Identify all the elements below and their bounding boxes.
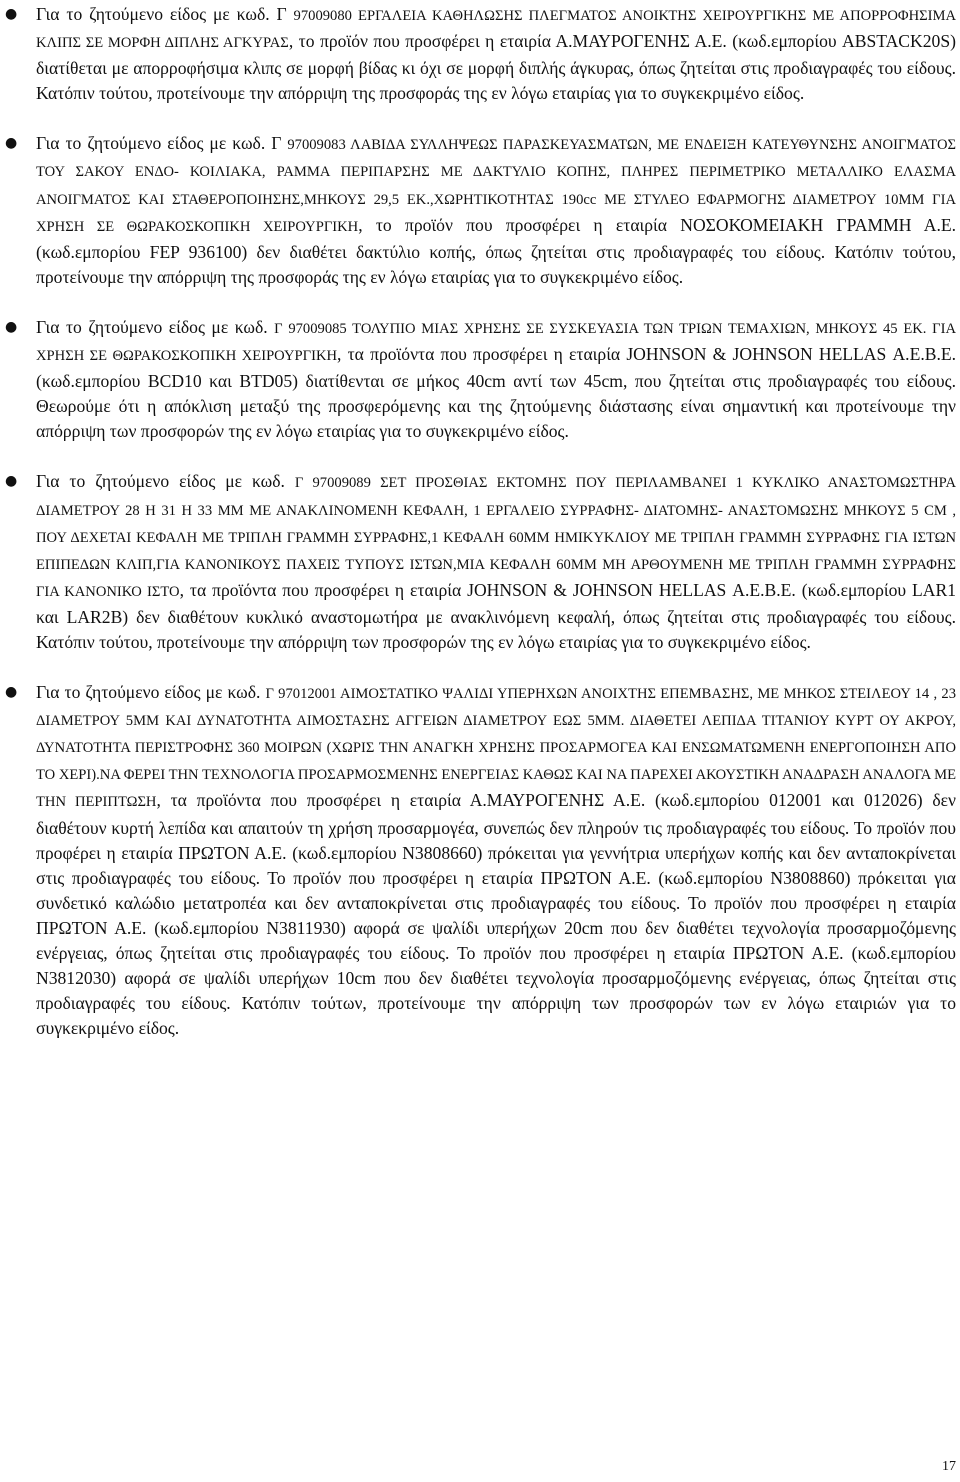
page-number: 17 xyxy=(942,1459,956,1474)
bullet-icon: ● xyxy=(5,473,18,490)
item-code-text: 97009080 ΕΡΓΑΛΕΙΑ ΚΑΘΗΛΩΣΗΣ ΠΛΕΓΜΑΤΟΣ ΑΝΟΙΚΤΗΣ ΧΕΙΡΟΥΡΓΙΚΗΣ ΜΕ ΑΠΟΡΡΟΦΗΣΙΜΑ ΚΛΙΠΣ ΣΕ ΜΟΡΦΗ ΔΙΠΛΗΣ ΑΓΚΥΡΑΣ xyxy=(36,8,956,52)
item-intro: Για το ζητούμενο είδος με κωδ. xyxy=(36,682,266,703)
item-code-text: Γ 97012001 ΑΙΜΟΣΤΑΤΙΚΟ ΨΑΛΙΔΙ ΥΠΕΡΗΧΩΝ ΑΝΟΙΧΤΗΣ ΕΠΕΜΒΑΣΗΣ, ΜΕ ΜΗΚΟΣ ΣΤΕΙΛΕΟΥ 14 , 23 ΔΙΑΜΕΤΡΟΥ 5ΜΜ ΚΑΙ ΔΥΝΑΤΟΤΗΤΑ ΑΙΜΟΣΤΑΣΗΣ ΑΓΓΕΙΩΝ ΔΙΑΜΕΤΡΟΥ ΕΩΣ 5ΜΜ. ΔΙΑΘΕΤΕΙ ΛΕΠΙΔΑ ΤΙΤΑΝΙΟΥ ΚΥΡΤ ΟΥ ΑΚΡΟΥ, ΔΥΝΑΤΟΤΗΤΑ ΠΕΡΙΣΤΡΟΦΗΣ 360 ΜΟΙΡΩΝ (ΧΩΡΙΣ ΤΗΝ ΑΝΑΓΚΗ ΧΡΗΣΗΣ ΠΡΟΣΑΡΜΟΓΕΑ ΚΑΙ ΕΝΣΩΜΑΤΩΜΕΝΗ ΕΝΕΡΓΟΠΟΙΗΣΗ ΑΠΟ ΤΟ ΧΕΡΙ).ΝΑ ΦΕΡΕΙ ΤΗΝ ΤΕΧΝΟΛΟΓΙΑ ΠΡΟΣΑΡΜΟΣΜΕΝΗΣ ΕΝΕΡΓΕΙΑΣ ΚΑΘΩΣ ΚΑΙ ΝΑ ΠΑΡΕΧΕΙ ΑΚΟΥΣΤΙΚΗ ΑΝΑΔΡΑΣΗ ΑΝΑΛΟΓΑ ΜΕ ΤΗΝ ΠΕΡΙΠΤΩΣΗ xyxy=(36,686,957,811)
item-body: , τα προϊόντα που προσφέρει η εταιρία JOHNSON & JOHNSON HELLAS Α.Ε.Β.Ε. (κωδ.εμπορίου BCD10 και BTD05) διατίθενται σε μήκος 40cm αντί των 45cm, που ζητείται στις προδιαγραφές του είδους. Θεωρούμε ότι η απόκλιση μεταξύ της προσφερόμενης και της ζητούμενης διάστασης είναι σημαντική και προτείνουμε την απόρριψη των προσφορών της εν λόγω εταιρίας για το συγκεκριμένο είδος. xyxy=(36,344,957,442)
item-code-text: Γ 97009085 ΤΟΛΥΠΙΟ ΜΙΑΣ ΧΡΗΣΗΣ ΣΕ ΣΥΣΚΕΥΑΣΙΑ ΤΩΝ ΤΡΙΩΝ ΤΕΜΑΧΙΩΝ, ΜΗΚΟΥΣ 45 ΕΚ. ΓΙΑ ΧΡΗΣΗ ΣΕ ΘΩΡΑΚΟΣΚΟΠΙΚΗ ΧΕΙΡΟΥΡΓΙΚΗ xyxy=(36,320,956,365)
list-item xyxy=(0,315,960,444)
item-body: , τα προϊόντα που προσφέρει η εταιρία Α.ΜΑΥΡΟΓΕΝΗΣ Α.Ε. (κωδ.εμπορίου 012001 και 012026) δεν διαθέτουν κυρτή λεπίδα και απαιτούν τη χρήση προσαρμογέα, συνεπώς δεν πληρούν τις προδιαγραφές του είδους. Το προϊόν που προφέρει η εταιρία ΠΡΩΤΟΝ Α.Ε. (κωδ.εμπορίου N3808660) πρόκειται για γεννήτρια υπερήχων κοπής και δεν ανταποκρίνεται στις προδιαγραφές του είδους. Το προϊόν που προσφέρει η εταιρία ΠΡΩΤΟΝ Α.Ε. (κωδ.εμπορίου N3808860) πρόκειται για συνδετικό καλώδιο μετατροπέα και δεν ανταποκρίνεται στις προδιαγραφές του είδους. Το προϊόν που προσφέρει η εταιρία ΠΡΩΤΟΝ Α.Ε. (κωδ.εμπορίου N3811930) αφορά σε ψαλίδι υπερήχων 20cm που δεν διαθέτει τεχνολογία προσαρμοζόμενης ενέργειας, όπως ζητείται στις προδιαγραφές του είδους. Το προϊόν που προσφέρει η εταιρία ΠΡΩΤΟΝ Α.Ε. (κωδ.εμπορίου N3812030) αφορά σε ψαλίδι υπερήχων 10cm που δεν διαθέτει τεχνολογία προσαρμοζόμενης ενέργειας, όπως ζητείται στις προδιαγραφές του είδους. Κατόπιν τούτων, προτείνουμε την απόρριψη των προσφορών των εν λόγω εταιριών για το συγκεκριμένο είδος. xyxy=(36,790,956,1039)
item-code-text: Γ 97009089 ΣΕΤ ΠΡΟΣΘΙΑΣ ΕΚΤΟΜΗΣ ΠΟΥ ΠΕΡΙΛΑΜΒΑΝΕΙ 1 ΚΥΚΛΙΚΟ ΑΝΑΣΤΟΜΩΣΤΗΡΑ ΔΙΑΜΕΤΡΟΥ 28 Η 31 Η 33 ΜΜ ΜΕ ΑΝΑΚΛΙΝΟΜΕΝΗ ΚΕΦΑΛΗ, 1 ΕΡΓΑΛΕΙΟ ΣΥΡΡΑΦΗΣ- ΔΙΑΤΟΜΗΣ- ΑΝΑΣΤΟΜΩΣΗΣ ΜΗΚΟΥΣ 5 CM , ΠΟΥ ΔΕΧΕΤΑΙ ΚΕΦΑΛΗ ΜΕ ΤΡΙΠΛΗ ΓΡΑΜΜΗ ΣΥΡΡΑΦΗΣ,1 ΚΕΦΑΛΗ 60ΜΜ ΗΜΙΚΥΚΛΙΟΥ ΜΕ ΤΡΙΠΛΗ ΓΡΑΜΜΗ ΣΥΡΡΑΦΗΣ ΓΙΑ ΙΣΤΩΝ ΕΠΙΠΕΔΩΝ ΚΛΙΠ,ΓΙΑ ΚΑΝΟΝΙΚΟΥΣ ΠΑΧΕΙΣ ΤΥΠΟΥΣ ΙΣΤΩΝ,ΜΙΑ ΚΕΦΑΛΗ 60ΜΜ ΜΗ ΑΡΘΟΥΜΕΝΗ ΜΕ ΤΡΙΠΛΗ ΓΡΑΜΜΗ ΣΥΡΡΑΦΗΣ ΓΙΑ ΚΑΝΟΝΙΚΟ ΙΣΤΟ xyxy=(36,475,957,600)
bullet-icon: ● xyxy=(5,318,18,335)
list-item xyxy=(0,469,960,655)
bullet-icon: ● xyxy=(5,6,18,22)
item-code-text: 97009083 ΛΑΒΙΔΑ ΣΥΛΛΗΨΕΩΣ ΠΑΡΑΣΚΕΥΑΣΜΑΤΩΝ, ΜΕ ΕΝΔΕΙΞΗ ΚΑΤΕΥΘΥΝΣΗΣ ΑΝΟΙΓΜΑΤΟΣ ΤΟΥ ΣΑΚΟΥ ΕΝΔΟ- ΚΟΙΛΙΑΚΑ, ΡΑΜΜΑ ΠΕΡΙΠΑΡΣΗΣ ΜΕ ΔΑΚΤΥΛΙΟ ΚΟΠΗΣ, ΠΛΗΡΕΣ ΠΕΡΙΜΕΤΡΙΚΟ ΜΕΤΑΛΛΙΚΟ ΕΛΑΣΜΑ ΑΝΟΙΓΜΑΤΟΣ ΚΑΙ ΣΤΑΘΕΡΟΠΟΙΗΣΗΣ,ΜΗΚΟΥΣ 29,5 ΕΚ.,ΧΩΡΗΤΙΚΟΤΗΤΑΣ 190cc ΜΕ ΣΤΥΛΕΟ ΕΦΑΡΜΟΓΗΣ ΔΙΑΜΕΤΡΟΥ 10ΜΜ ΓΙΑ ΧΡΗΣΗ ΣΕ ΘΩΡΑΚΟΣΚΟΠΙΚΗ ΧΕΙΡΟΥΡΓΙΚΗ xyxy=(36,137,956,235)
item-intro: Για το ζητούμενο είδος με κωδ. Γ xyxy=(36,4,294,24)
item-body: , τα προϊόντα που προσφέρει η εταιρία JOHNSON & JOHNSON HELLAS Α.Ε.Β.Ε. (κωδ.εμπορίου LAR1 και LAR2B) δεν διαθέτουν κυκλικό αναστομωτήρα με ανακλινόμενη κεφαλή, όπως ζητείται στις προδιαγραφές του είδους. Κατόπιν τούτου, προτείνουμε την απόρριψη των προσφορών της εν λόγω εταιρίας για το συγκεκριμένο είδος. xyxy=(36,579,956,652)
bullet-icon: ● xyxy=(5,135,18,152)
item-intro: Για το ζητούμενο είδος με κωδ. xyxy=(36,316,275,337)
item-intro: Για το ζητούμενο είδος με κωδ. Γ xyxy=(36,133,288,154)
item-body: , το προϊόν που προσφέρει η εταιρία ΝΟΣΟΚΟΜΕΙΑΚΗ ΓΡΑΜΜΗ Α.Ε. (κωδ.εμπορίου FEP 936100) δεν διαθέτει δακτύλιο κοπής, όπως ζητείται στις προδιαγραφές του είδους. Κατόπιν τούτου, προτείνουμε την απόρριψη της προσφοράς της εν λόγω εταιρίας για το συγκεκριμένο είδος. xyxy=(36,214,956,287)
evaluation-list xyxy=(0,2,960,1068)
bullet-icon: ● xyxy=(5,684,18,701)
item-body: , το προϊόν που προσφέρει η εταιρία Α.ΜΑΥΡΟΓΕΝΗΣ Α.Ε. (κωδ.εμπορίου ABSTACK20S) διατίθεται με απορροφήσιμα κλιπς σε μορφή βίδας κι όχι σε μορφή διπλής άγκυρας, όπως ζητείται στις προδιαγραφές του είδους. Κατόπιν τούτου, προτείνουμε την απόρριψη της προσφοράς της εν λόγω εταιρίας για το συγκεκριμένο είδος. xyxy=(36,31,956,104)
list-item xyxy=(0,680,960,1041)
list-item xyxy=(0,131,960,290)
list-item xyxy=(0,2,960,106)
item-intro: Για το ζητούμενο είδος με κωδ. xyxy=(36,471,295,492)
